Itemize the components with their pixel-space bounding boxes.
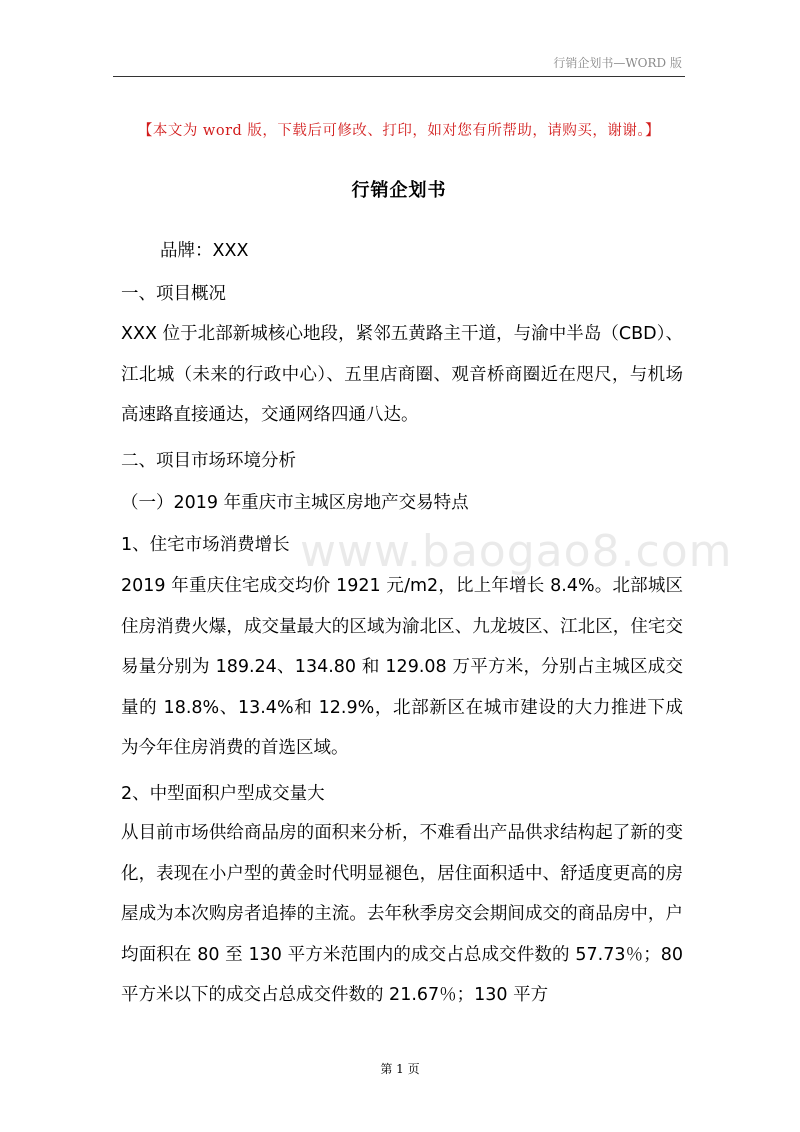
subsection1-heading: （一）2019 年重庆市主城区房地产交易特点 [121,493,469,513]
item2-heading: 2、中型面积户型成交量大 [121,784,325,804]
header-divider [113,76,685,77]
section1-body: XXX 位于北部新城核心地段，紧邻五黄路主干道，与渝中半岛（CBD）、江北城（未来的行政中心）、五里店商圈、观音桥商圈近在咫尺，与机场高速路直接通达，交通网络四通八达。 [121,324,683,425]
document-title: 行销企划书 [351,180,447,201]
purchase-notice: 【本文为 word 版，下载后可修改、打印，如对您有所帮助，请购买，谢谢。】 [137,123,661,139]
page-number: 第 1 页 [380,1062,420,1076]
section1-heading: 一、项目概况 [121,284,226,304]
item1-heading: 1、住宅市场消费增长 [121,535,290,555]
watermark: www.baogao8.com [300,526,733,577]
section2-heading: 二、项目市场环境分析 [121,451,296,471]
brand-line: 品牌：XXX [160,241,249,261]
item2-body: 从目前市场供给商品房的面积来分析，不难看出产品供求结构起了新的变化，表现在小户型的黄金时代明显褪色，居住面积适中、舒适度更高的房屋成为本次购房者追捧的主流。去年秋季房交会期间成交的商品房中，户均面积在 80 至 130 平方米范围内的成交占总成交件数的 57.73％；80 平方米以下的成交占总成交件数的 21.67％；130 平方 [121,823,683,1005]
running-header: 行销企划书—WORD 版 [553,56,682,70]
item1-body: 2019 年重庆住宅成交均价 1921 元/m2，比上年增长 8.4%。北部城区住房消费火爆，成交量最大的区域为渝北区、九龙坡区、江北区，住宅交易量分别为 189.24、134.80 和 129.08 万平方米，分别占主城区成交量的 18.8%、13.4%和 12.9%，北部新区在城市建设的大力推进下成为今年住房消费的首选区域。 [121,576,683,758]
